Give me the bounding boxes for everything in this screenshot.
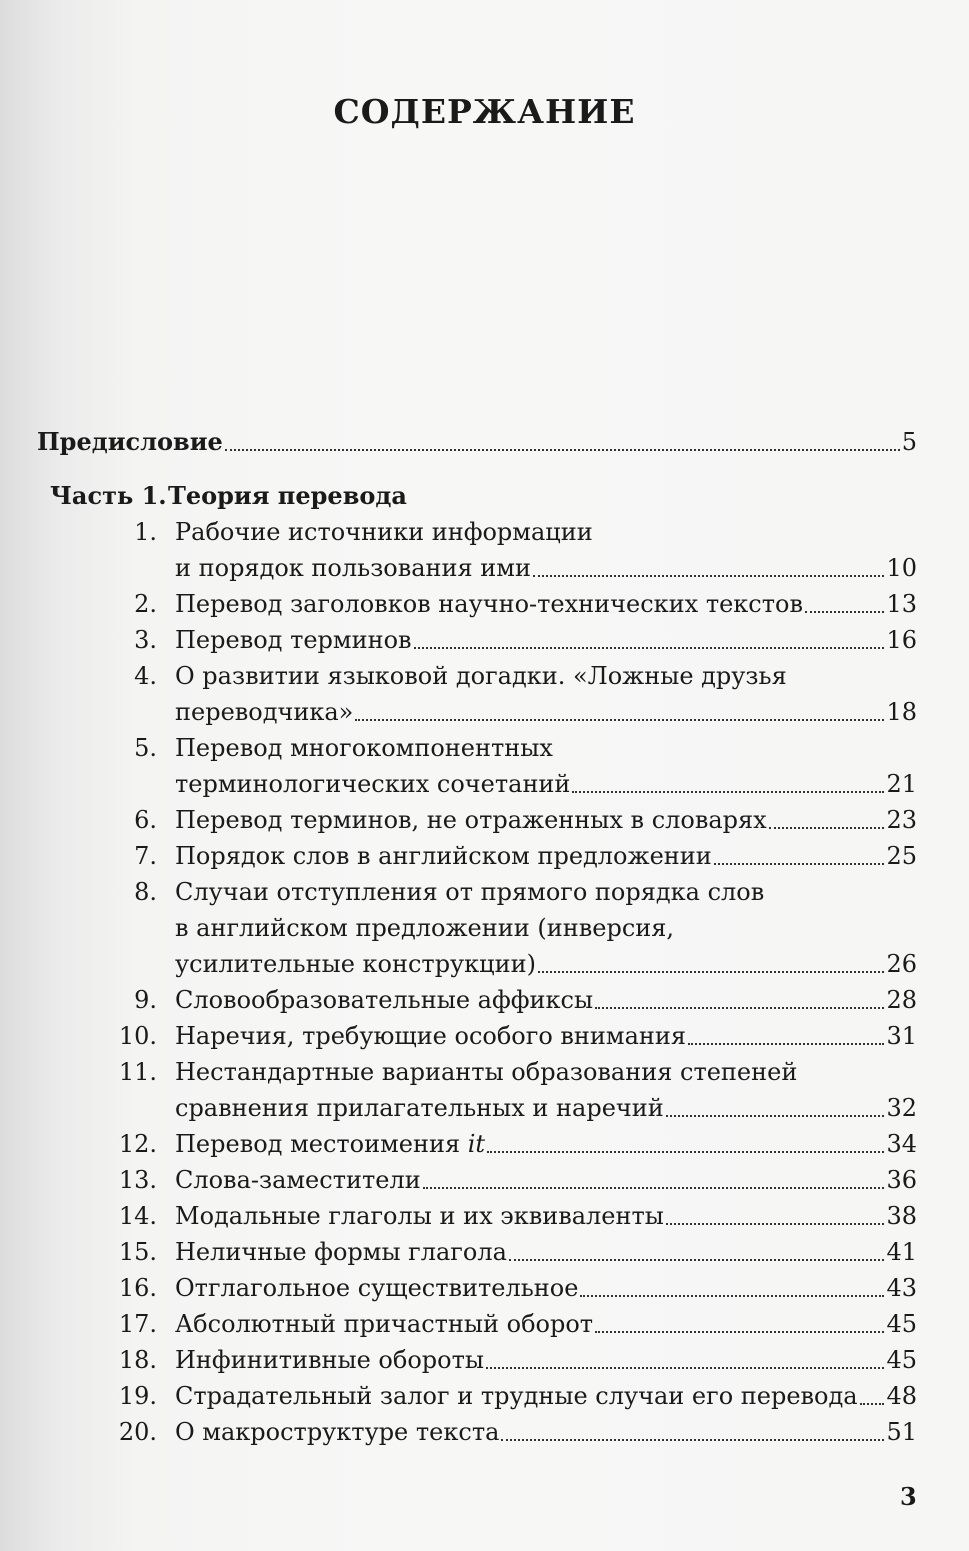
entry-page: 18 bbox=[886, 698, 917, 726]
entry-number: 16. bbox=[118, 1274, 157, 1302]
entry-title-line: О развитии языковой догадки. «Ложные друзья bbox=[175, 662, 787, 690]
dot-leader bbox=[688, 1042, 884, 1045]
toc-entry bbox=[118, 1054, 917, 1126]
entry-title-line: и порядок пользования ими bbox=[175, 554, 531, 582]
dot-leader bbox=[860, 1402, 885, 1405]
entry-title-line: Перевод заголовков научно-технических текстов bbox=[175, 590, 803, 618]
toc-entry bbox=[118, 1162, 917, 1198]
entry-page: 34 bbox=[886, 1130, 917, 1158]
entry-number: 19. bbox=[118, 1382, 157, 1410]
dot-leader bbox=[501, 1438, 884, 1441]
entry-page: 28 bbox=[886, 986, 917, 1014]
entry-title-line: терминологических сочетаний bbox=[175, 770, 571, 798]
entry-page: 43 bbox=[886, 1274, 917, 1302]
dot-leader bbox=[509, 1258, 885, 1261]
entry-page: 45 bbox=[886, 1310, 917, 1338]
page-number: 3 bbox=[900, 1482, 917, 1511]
entry-title-line: Абсолютный причастный оборот bbox=[175, 1310, 594, 1338]
toc-entry bbox=[118, 1270, 917, 1306]
entry-number: 17. bbox=[118, 1310, 157, 1338]
entry-title-line: Инфинитивные обороты bbox=[175, 1346, 484, 1374]
dot-leader bbox=[714, 862, 885, 865]
entry-title-line: Перевод местоимения it bbox=[175, 1130, 486, 1158]
part-heading bbox=[50, 478, 407, 514]
toc-entry bbox=[134, 838, 917, 874]
toc-entry bbox=[134, 730, 917, 802]
entry-title-line: О макроструктуре текста bbox=[175, 1418, 500, 1446]
entry-title-line: Слова-заместители bbox=[175, 1166, 421, 1194]
entry-number: 18. bbox=[118, 1346, 157, 1374]
entry-page: 13 bbox=[886, 590, 917, 618]
toc-entry bbox=[118, 1198, 917, 1234]
entry-page: 36 bbox=[886, 1166, 917, 1194]
entry-number: 15. bbox=[118, 1238, 157, 1266]
entry-page: 21 bbox=[886, 770, 917, 798]
entry-title-line: Неличные формы глагола bbox=[175, 1238, 507, 1266]
entry-title-line: сравнения прилагательных и наречий bbox=[175, 1094, 664, 1122]
entry-number: 4. bbox=[134, 662, 157, 690]
entry-title-line: переводчика» bbox=[175, 698, 354, 726]
entry-number: 9. bbox=[134, 986, 157, 1014]
toc-entry bbox=[134, 586, 917, 622]
toc-entry bbox=[134, 874, 917, 982]
entry-title-line: Нестандартные варианты образования степеней bbox=[175, 1058, 798, 1086]
entry-title-line: Отглагольное существительное bbox=[175, 1274, 579, 1302]
toc-entry bbox=[118, 1306, 917, 1342]
dot-leader bbox=[572, 790, 884, 793]
page-title: СОДЕРЖАНИЕ bbox=[333, 92, 636, 131]
entry-number: 10. bbox=[118, 1022, 157, 1050]
dot-leader bbox=[533, 574, 884, 577]
preface-label: Предисловие bbox=[37, 427, 223, 456]
entry-number: 11. bbox=[118, 1058, 157, 1086]
dot-leader bbox=[666, 1222, 885, 1225]
entry-page: 45 bbox=[886, 1346, 917, 1374]
toc-entry bbox=[134, 514, 917, 586]
toc-entry bbox=[118, 1126, 917, 1162]
dot-leader bbox=[666, 1114, 885, 1117]
dot-leader bbox=[487, 1150, 884, 1153]
toc-preface bbox=[37, 424, 917, 460]
entry-title-line: Порядок слов в английском предложении bbox=[175, 842, 712, 870]
entry-number: 7. bbox=[134, 842, 157, 870]
entry-number: 14. bbox=[118, 1202, 157, 1230]
entry-number: 2. bbox=[134, 590, 157, 618]
entry-title-line: Случаи отступления от прямого порядка слов bbox=[175, 878, 765, 906]
toc-entry bbox=[118, 1234, 917, 1270]
entry-page: 23 bbox=[886, 806, 917, 834]
dot-leader bbox=[225, 448, 900, 451]
entry-number: 1. bbox=[134, 518, 157, 546]
part-title: Теория перевода bbox=[168, 481, 407, 510]
dot-leader bbox=[414, 646, 885, 649]
entry-page: 26 bbox=[886, 950, 917, 978]
toc-entry bbox=[134, 802, 917, 838]
entry-number: 5. bbox=[134, 734, 157, 762]
entry-page: 10 bbox=[886, 554, 917, 582]
dot-leader bbox=[580, 1294, 884, 1297]
toc-entry bbox=[134, 658, 917, 730]
entry-page: 25 bbox=[886, 842, 917, 870]
entry-number: 3. bbox=[134, 626, 157, 654]
entry-number: 20. bbox=[118, 1418, 157, 1446]
entry-page: 41 bbox=[886, 1238, 917, 1266]
entry-number: 6. bbox=[134, 806, 157, 834]
dot-leader bbox=[486, 1366, 885, 1369]
entry-page: 32 bbox=[886, 1094, 917, 1122]
dot-leader bbox=[595, 1330, 884, 1333]
entry-page: 48 bbox=[886, 1382, 917, 1410]
toc-entry bbox=[134, 622, 917, 658]
preface-page: 5 bbox=[901, 428, 917, 456]
entry-title-line: Словообразовательные аффиксы bbox=[175, 986, 594, 1014]
entry-title-line: Наречия, требующие особого внимания bbox=[175, 1022, 687, 1050]
entry-title-line: Рабочие источники информации bbox=[175, 518, 593, 546]
entry-page: 31 bbox=[886, 1022, 917, 1050]
entry-page: 51 bbox=[886, 1418, 917, 1446]
entry-title-line: Страдательный залог и трудные случаи его перевода bbox=[175, 1382, 858, 1410]
entry-number: 12. bbox=[118, 1130, 157, 1158]
entry-number: 8. bbox=[134, 878, 157, 906]
entry-title-line: в английском предложении (инверсия, bbox=[175, 914, 675, 942]
dot-leader bbox=[595, 1006, 884, 1009]
entry-title-line: усилительные конструкции) bbox=[175, 950, 536, 978]
dot-leader bbox=[805, 610, 884, 613]
toc-entry bbox=[118, 1414, 917, 1450]
part-label: Часть 1. bbox=[50, 481, 167, 510]
entry-page: 16 bbox=[886, 626, 917, 654]
toc-entry bbox=[118, 1342, 917, 1378]
toc-entry bbox=[134, 982, 917, 1018]
toc-entry bbox=[118, 1018, 917, 1054]
dot-leader bbox=[769, 826, 885, 829]
dot-leader bbox=[423, 1186, 885, 1189]
entry-title-line: Перевод многокомпонентных bbox=[175, 734, 553, 762]
entry-number: 13. bbox=[118, 1166, 157, 1194]
entry-page: 38 bbox=[886, 1202, 917, 1230]
entry-title-line: Модальные глаголы и их эквиваленты bbox=[175, 1202, 664, 1230]
entry-title-line: Перевод терминов bbox=[175, 626, 412, 654]
dot-leader bbox=[355, 718, 884, 721]
toc-entry bbox=[118, 1378, 917, 1414]
dot-leader bbox=[538, 970, 884, 973]
entry-title-line: Перевод терминов, не отраженных в словарях bbox=[175, 806, 767, 834]
